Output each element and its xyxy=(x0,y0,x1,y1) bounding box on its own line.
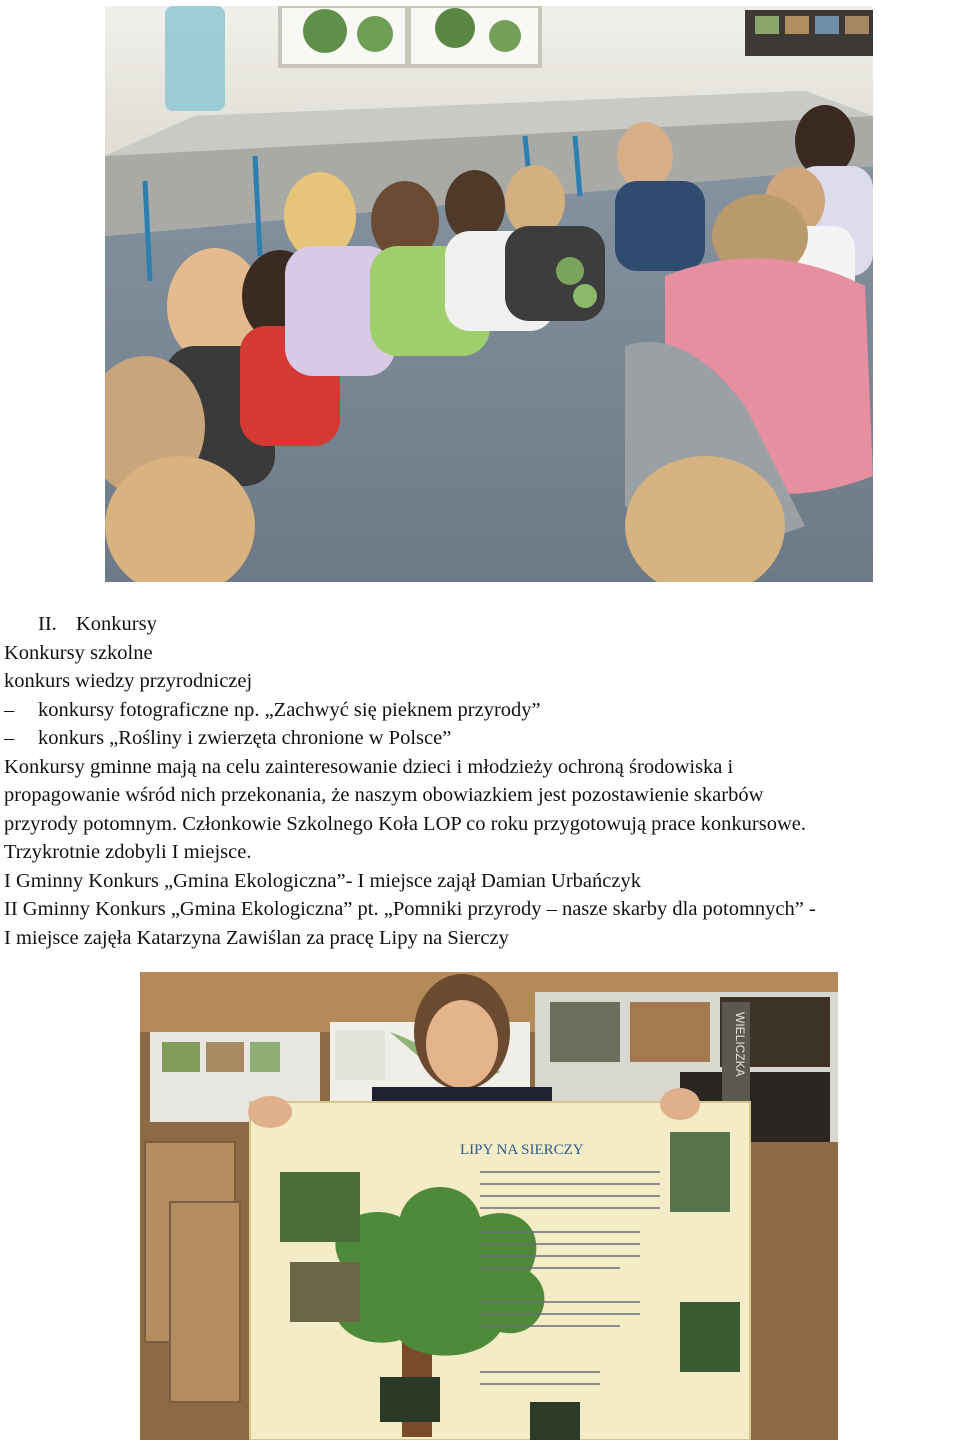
paragraph-line-3: przyrody potomnym. Członkowie Szkolnego Koła LOP co roku przygotowują prace konkursowe. xyxy=(4,812,806,835)
list-dash: – xyxy=(4,727,15,749)
section-title: Konkursy xyxy=(76,613,157,635)
paragraph-line-4: Trzykrotnie zdobyli I miejsce. xyxy=(4,841,252,863)
section-number: II. xyxy=(38,613,57,635)
result-line-2: II Gminny Konkurs „Gmina Ekologiczna” pt. „Pomniki przyrody – nasze skarby dla potomnych” - xyxy=(4,898,816,920)
banner-text: WIELICZKA xyxy=(733,1012,747,1077)
photo-girl-with-poster xyxy=(140,972,838,1440)
nature-knowledge-competition: konkurs wiedzy przyrodniczej xyxy=(4,670,253,692)
school-competitions-heading: Konkursy szkolne xyxy=(4,641,153,664)
paragraph-line-2: propagowanie wśród nich przekonania, że naszym obowiazkiem jest pozostawienie skarbów xyxy=(4,784,764,806)
competitions-section xyxy=(4,610,956,952)
list-item-photo-competitions: – konkursy fotograficzne np. „Zachwyć się pieknem przyrody” xyxy=(4,696,956,725)
list-item-protected-species: – konkurs „Rośliny i zwierzęta chronione w Polsce” xyxy=(4,724,956,753)
list-dash: – xyxy=(4,698,15,721)
result-line-3: I miejsce zajęła Katarzyna Zawiślan za pracę Lipy na Sierczy xyxy=(4,926,509,949)
section-heading xyxy=(4,610,956,639)
poster-title: LIPY NA SIERCZY xyxy=(460,1142,584,1158)
photo-children-circle xyxy=(105,6,873,582)
result-line-1: I Gminny Konkurs „Gmina Ekologiczna”- I miejsce zajął Damian Urbańczyk xyxy=(4,869,641,892)
paragraph-line-1: Konkursy gminne mają na celu zainteresowanie dzieci i młodzieży ochroną środowiska i xyxy=(4,755,734,778)
